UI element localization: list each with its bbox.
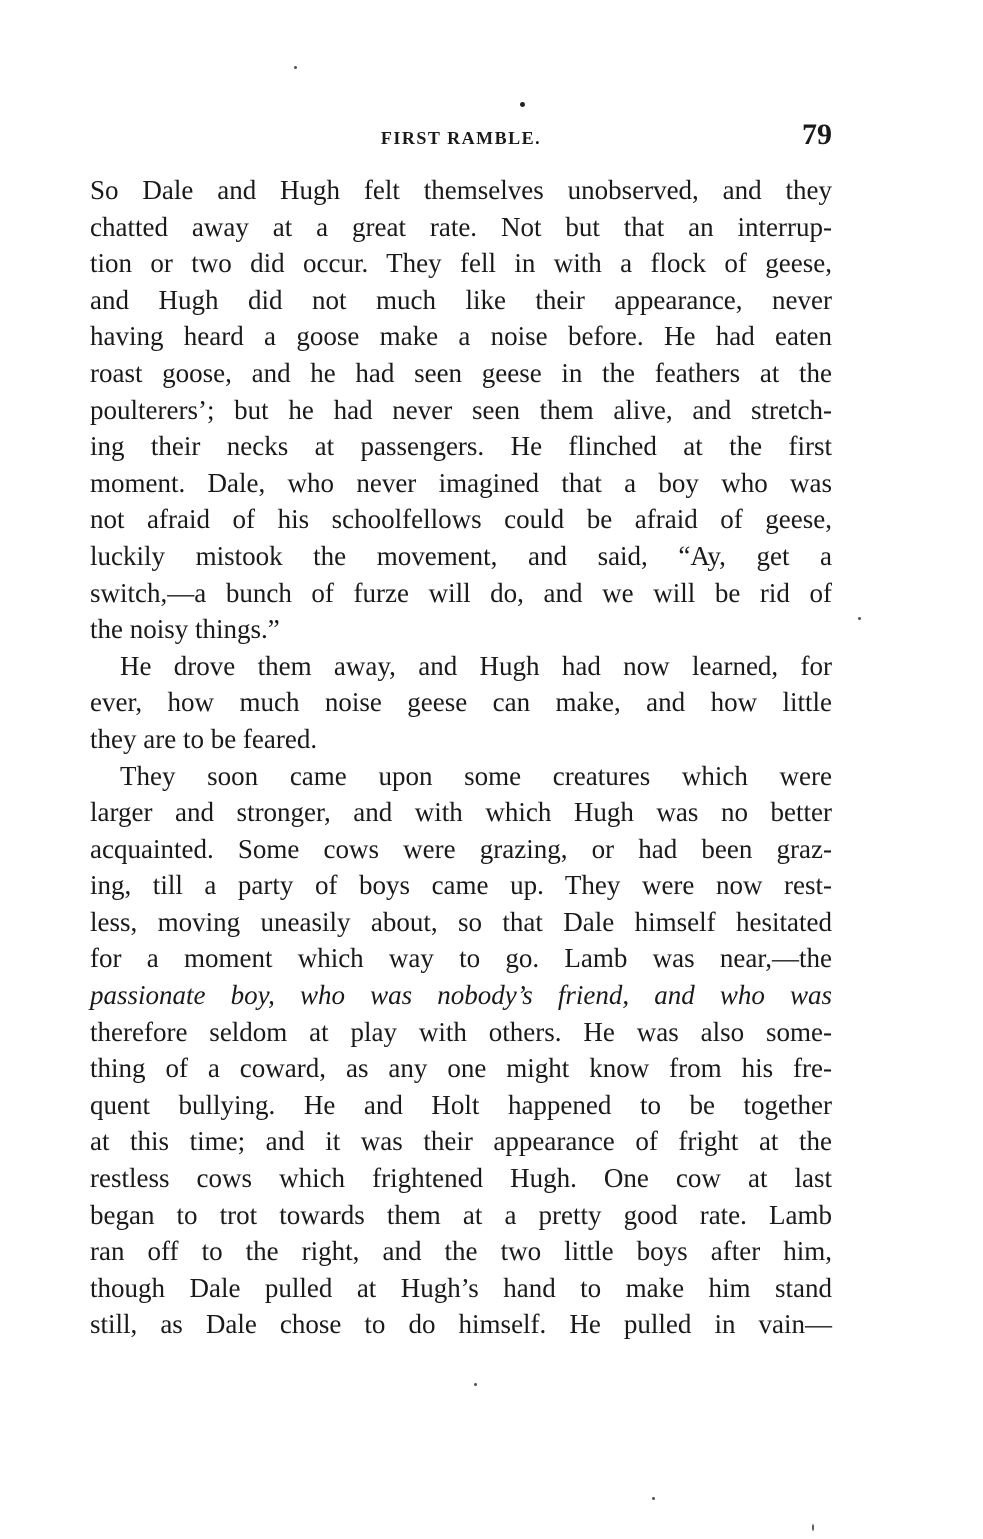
text-line: larger and stronger, and with which Hugh was no better: [90, 797, 832, 828]
text-line: they are to be feared.: [90, 723, 318, 754]
paragraph: [90, 172, 832, 648]
text-line: acquainted. Some cows were grazing, or had been graz-: [90, 833, 832, 864]
text-line: restless cows which frightened Hugh. One cow at last: [90, 1163, 832, 1194]
scan-speck: [652, 1497, 655, 1500]
text-line: ing their necks at passengers. He flinched at the first: [90, 431, 832, 462]
text-line: ever, how much noise geese can make, and how little: [90, 687, 832, 718]
text-line: for a moment which way to go. Lamb was near,—the: [90, 943, 832, 974]
text-line: He drove them away, and Hugh had now learned, for: [120, 650, 832, 681]
text-line: though Dale pulled at Hugh’s hand to make him stand: [90, 1272, 832, 1303]
text-line: tion or two did occur. They fell in with a flock of geese,: [90, 248, 832, 279]
text-line: So Dale and Hugh felt themselves unobserved, and they: [90, 175, 832, 205]
text-line: not afraid of his schoolfellows could be afraid of geese,: [90, 504, 832, 535]
text-line: less, moving uneasily about, so that Dale himself hesitated: [90, 906, 832, 937]
text-line: luckily mistook the movement, and said, “Ay, get a: [90, 540, 832, 571]
text-line: ran off to the right, and the two little boys after him,: [90, 1236, 832, 1267]
scan-speck: [474, 1383, 477, 1386]
text-line: chatted away at a great rate. Not but that an interrup-: [90, 211, 832, 242]
text-line: switch,—a bunch of furze will do, and we will be rid of: [90, 577, 832, 608]
text-line: therefore seldom at play with others. He was also some-: [90, 1016, 832, 1047]
text-line: poulterers’; but he had never seen them alive, and stretch-: [90, 394, 832, 425]
scan-speck: [520, 102, 525, 107]
body-text: [90, 172, 832, 1343]
text-line: roast goose, and he had seen geese in the feathers at the: [90, 357, 832, 388]
text-line: moment. Dale, who never imagined that a boy who was: [90, 467, 832, 498]
text-line: having heard a goose make a noise before. He had eaten: [90, 321, 832, 352]
text-line: and Hugh did not much like their appearance, never: [90, 284, 832, 315]
paragraph: [90, 758, 832, 1344]
scan-speck: [294, 66, 297, 69]
text-line: ing, till a party of boys came up. They were now rest-: [90, 870, 832, 901]
paragraph: [90, 648, 832, 758]
text-line: quent bullying. He and Holt happened to be together: [90, 1089, 832, 1120]
page-header: [90, 118, 832, 158]
text-line: began to trot towards them at a pretty good rate. Lamb: [90, 1199, 832, 1230]
text-line: passionate boy, who was nobody’s friend, and who was: [90, 980, 832, 1011]
text-line: thing of a coward, as any one might know from his fre-: [90, 1053, 832, 1084]
text-line: still, as Dale chose to do himself. He pulled in vain—: [90, 1309, 832, 1340]
text-line: the noisy things.”: [90, 614, 280, 645]
text-line: They soon came upon some creatures which were: [120, 760, 832, 791]
running-title: FIRST RAMBLE.: [380, 128, 542, 148]
page-number: 79: [802, 118, 832, 151]
text-line: at this time; and it was their appearance of fright at the: [90, 1126, 832, 1157]
scan-speck: [858, 617, 861, 620]
scan-speck: [812, 1524, 814, 1531]
